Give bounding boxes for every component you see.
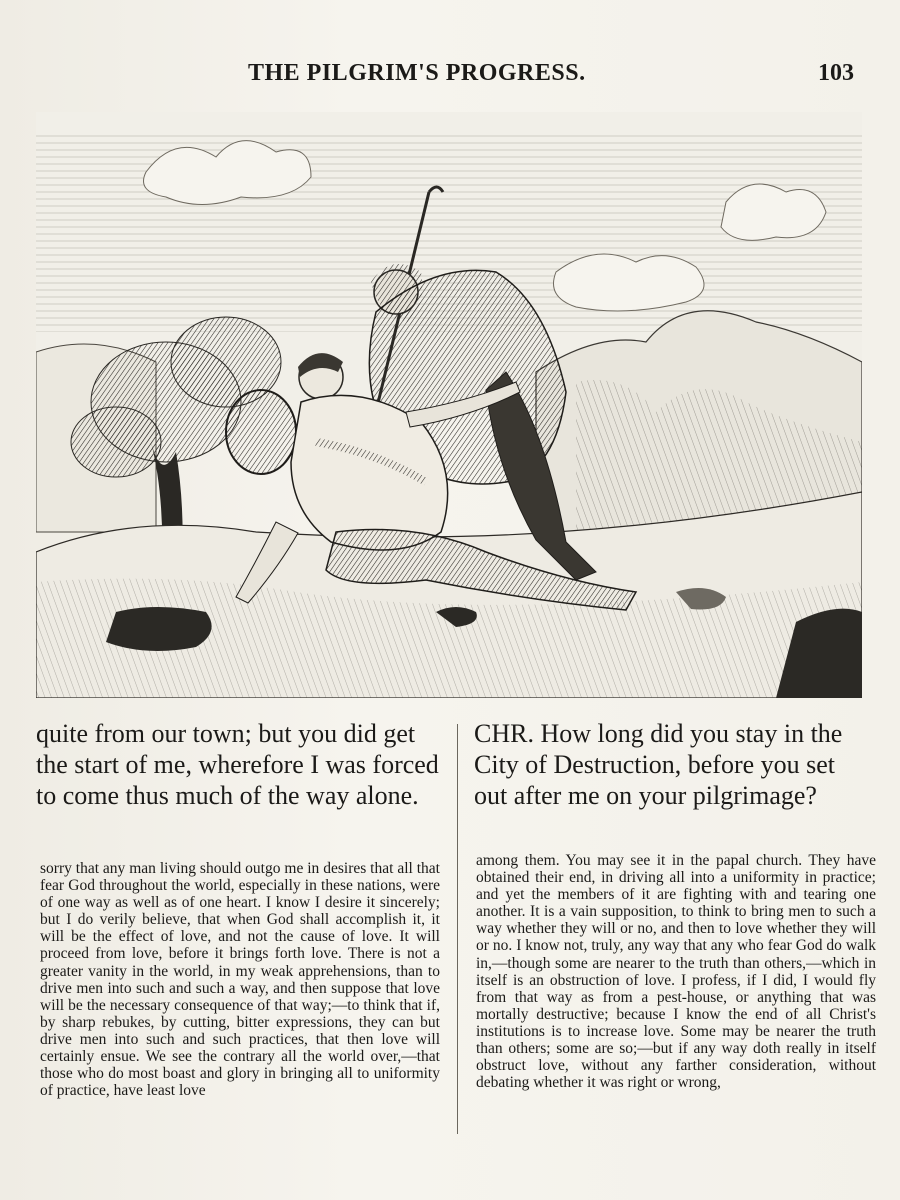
- note-right-text: among them. You may see it in the papal church. They have obtained their end, in driving all into a uniformity in practice; and yet the members of it are fighting with and tearing one another. It is a vain supposition, to think to bring men to such a way whether they will or no, and then to love whether they will or no. I know not, truly, any way that any who fear God do walk in,—though some are nearer to the truth than others,—which in itself is an obstruction of love. I profess, if I did, I would fly from that way as from a pest-house, or anything that was mortally destructive; because I know the end of all Christ's institutions is to increase love. Some may be nearer the truth than others; some are so;—but if any way doth really in itself obstruct love, without any farther consideration, without debating whether it was right or wrong,: [476, 852, 876, 1092]
- speaker-question: How long did you stay in the City of Destruction, before you set out after me on your pilgrimage?: [474, 719, 843, 810]
- column-divider: [457, 724, 458, 1134]
- engraving-drawing: [36, 112, 862, 698]
- large-text-left-body: quite from our town; but you did get the start of me, wherefore I was forced to come thus much of the way alone.: [36, 719, 439, 810]
- page-header: [0, 54, 900, 94]
- large-text-left: [36, 718, 441, 811]
- running-title: THE PILGRIM'S PROGRESS.: [248, 60, 586, 86]
- page-number: 103: [818, 60, 854, 86]
- large-text-right-body: [474, 718, 866, 811]
- note-left-text: sorry that any man living should outgo me in desires that all that fear God throughout the world, especially in these nations, were of one way as well as of one heart. I know I desire it sincerely; but I do verily believe, that when God shall accomplish it, it will be the effect of love, and not the cause of love. It will proceed from love, before it brings forth love. There is not a greater vanity in the world, in my weak apprehensions, than to drive men into such and such a way, and then suppose that love will be the necessary consequence of that way;—to think that if, by sharp rebukes, by cutting, bitter expressions, they can but drive men into such and such practices, that then love will certainly ensue. We see the contrary all the world over,—that those who do most boast and glory in bringing all to uniformity of practice, have least love: [40, 860, 440, 1100]
- shield: [226, 390, 296, 474]
- engraving-illustration: [36, 112, 862, 698]
- note-column-right: [476, 852, 876, 1091]
- speaker-label: CHR.: [474, 719, 534, 748]
- note-column-left: [40, 860, 440, 1099]
- large-text-right: [474, 718, 866, 811]
